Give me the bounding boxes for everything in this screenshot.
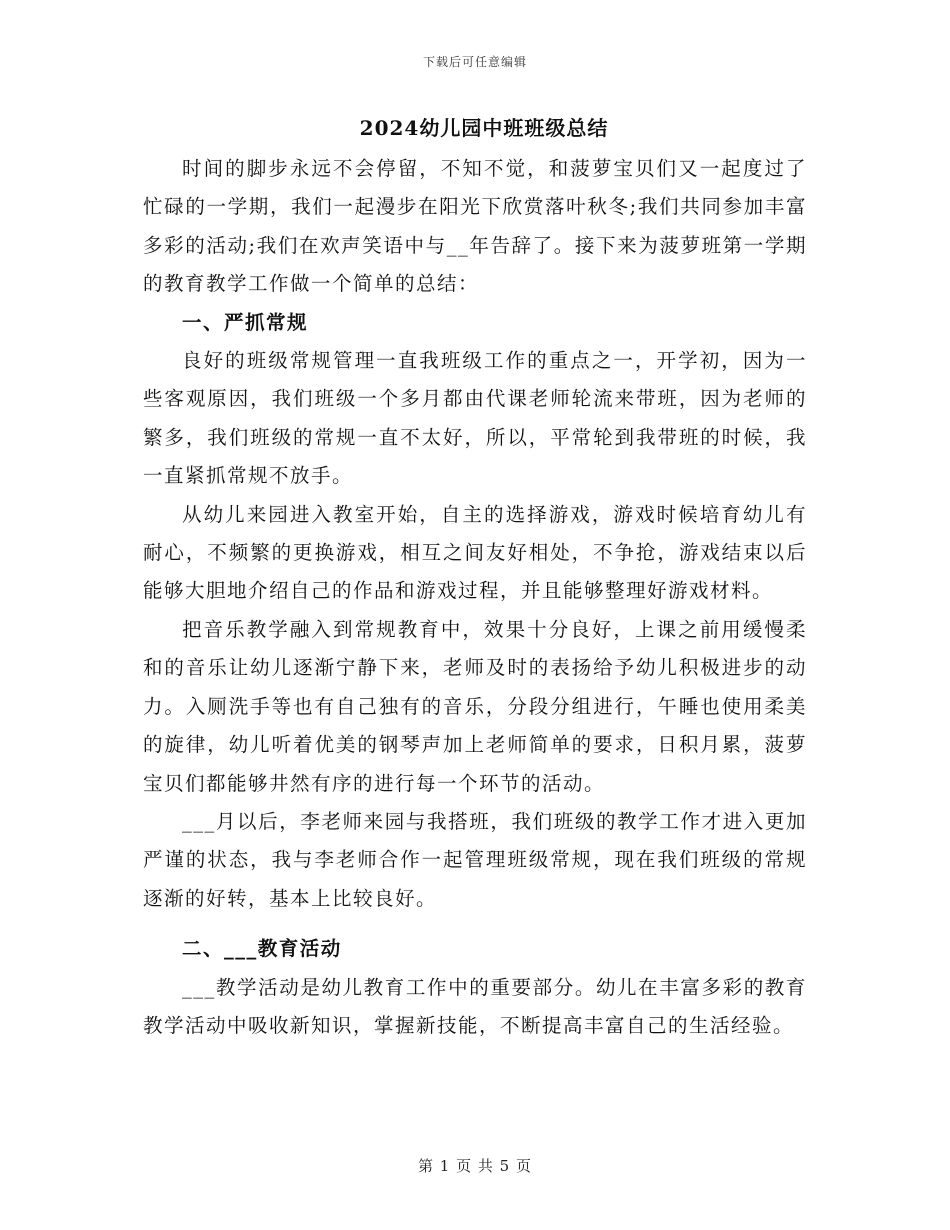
intro-paragraph: 时间的脚步永远不会停留，不知不觉，和菠萝宝贝们又一起度过了忙碌的一学期，我们一起漫步在阳光下欣赏落叶秋冬;我们共同参加丰富多彩的活动;我们在欢声笑语中与__年告辞了。接下来为菠萝班第一学期的教育教学工作做一个简单的总结： [143, 157, 807, 296]
paragraph: 良好的班级常规管理一直我班级工作的重点之一，开学初，因为一些客观原因，我们班级一个多月都由代课老师轮流来带班，因为老师的繁多，我们班级的常规一直不太好，所以，平常轮到我带班的时候，我一直紧抓常规不放手。 [143, 349, 807, 488]
document-title: 2024幼儿园中班班级总结 [359, 116, 609, 140]
page-number: 第 1 页 共 5 页 [418, 1157, 532, 1175]
page-header-note: 下载后可任意编辑 [422, 55, 527, 69]
document-body [143, 108, 807, 1045]
paragraph: 把音乐教学融入到常规教育中，效果十分良好，上课之前用缓慢柔和的音乐让幼儿逐渐宁静下来，老师及时的表扬给予幼儿积极进步的动力。入厕洗手等也有自己独有的音乐，分段分组进行，午睡也使用柔美的旋律，幼儿听着优美的钢琴声加上老师简单的要求，日积月累，菠萝宝贝们都能够井然有序的进行每一个环节的活动。 [143, 617, 807, 795]
section-heading-routine: 一、严抓常规 [182, 310, 309, 334]
paragraph: 从幼儿来园进入教室开始，自主的选择游戏，游戏时候培育幼儿有耐心，不频繁的更换游戏，相互之间友好相处，不争抢，游戏结束以后能够大胆地介绍自己的作品和游戏过程，并且能够整理好游戏材料。 [143, 502, 807, 603]
paragraph: ___月以后，李老师来园与我搭班，我们班级的教学工作才进入更加严谨的状态，我与李老师合作一起管理班级常规，现在我们班级的常规逐渐的好转，基本上比较良好。 [143, 809, 807, 910]
section-heading-education: 二、___教育活动 [182, 937, 342, 961]
paragraph: ___教学活动是幼儿教育工作中的重要部分。幼儿在丰富多彩的教育教学活动中吸收新知识，掌握新技能，不断提高丰富自己的生活经验。 [143, 975, 807, 1037]
